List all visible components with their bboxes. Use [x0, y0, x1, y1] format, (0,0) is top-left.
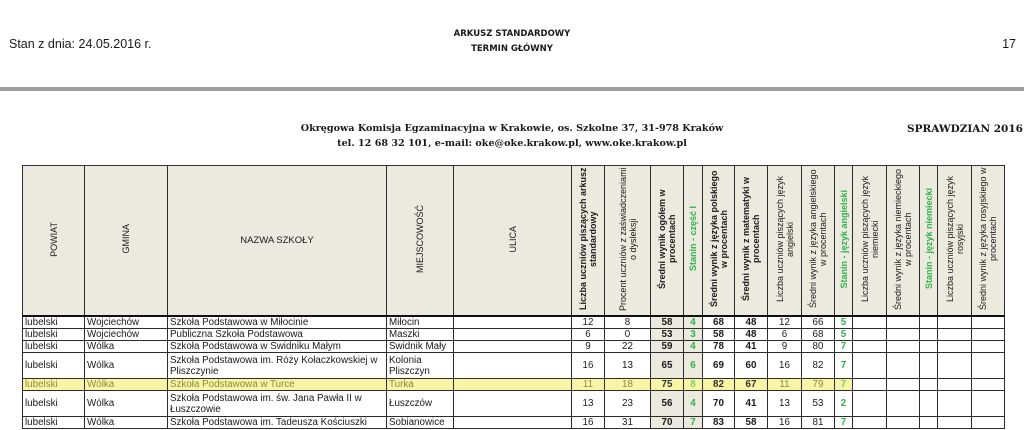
table-row — [23, 341, 1005, 353]
col-header-wynik-rosyjski: Średni wynik z języka rosyjskiego w procentach — [972, 166, 1005, 317]
col-header-wynik-polski: Średni wynik z języka polskiego w procentach — [703, 166, 735, 317]
col-header-wynik-angielski: Średni wynik z języka angielskiego w procentach — [802, 166, 835, 317]
col-header-stanin-czesc-1: Stanin - część I — [684, 166, 703, 317]
cell-liczba-ang: 6 — [768, 329, 802, 341]
cell-polski: 70 — [703, 391, 735, 417]
cell-liczba-ang: 12 — [768, 316, 802, 329]
cell-ogolem: 56 — [651, 391, 684, 417]
cell-wynik-niem — [887, 316, 920, 329]
cell-powiat: lubelski — [23, 329, 85, 341]
cell-liczba-niem — [853, 417, 887, 429]
cell-szkola: Szkoła Podstawowa im. Róży Kołaczkowskiej w Pliszczynie — [168, 353, 387, 379]
cell-szkola: Szkoła Podstawowa w Miłocinie — [168, 316, 387, 329]
cell-dysleksja: 13 — [605, 353, 651, 379]
cell-stanin-niem — [920, 417, 938, 429]
cell-stanin1: 4 — [684, 341, 703, 353]
cell-liczba-ros — [938, 341, 972, 353]
cell-stanin-ang: 5 — [835, 329, 853, 341]
cell-wynik-ang: 68 — [802, 329, 835, 341]
col-header-stanin-niemiecki: Stanin - język niemiecki — [920, 166, 938, 317]
header-divider — [0, 87, 1024, 91]
cell-liczba-niem — [853, 341, 887, 353]
cell-szkola: Szkoła Podstawowa im. Tadeusza Kościuszki — [168, 417, 387, 429]
col-header-liczba-niemiecki: Liczba uczniów piszących język niemiecki — [853, 166, 887, 317]
cell-miejscowosc: Kolonia Pliszczyn — [387, 353, 454, 379]
page-number: 17 — [1002, 37, 1016, 51]
cell-matematyka: 48 — [735, 316, 768, 329]
cell-stanin1: 7 — [684, 417, 703, 429]
cell-polski: 83 — [703, 417, 735, 429]
cell-wynik-ros — [972, 353, 1005, 379]
cell-matematyka: 60 — [735, 353, 768, 379]
cell-miejscowosc: Turka — [387, 379, 454, 391]
cell-ogolem: 75 — [651, 379, 684, 391]
table-row — [23, 329, 1005, 341]
cell-ogolem: 53 — [651, 329, 684, 341]
cell-liczba-niem — [853, 316, 887, 329]
col-header-liczba-uczniow: Liczba uczniów piszących arkusz standardowy — [572, 166, 605, 317]
cell-stanin1: 8 — [684, 379, 703, 391]
cell-gmina: Wólka — [85, 353, 168, 379]
cell-dysleksja: 22 — [605, 341, 651, 353]
cell-wynik-niem — [887, 329, 920, 341]
cell-wynik-ros — [972, 379, 1005, 391]
cell-ogolem: 70 — [651, 417, 684, 429]
cell-ulica — [454, 341, 572, 353]
cell-powiat: lubelski — [23, 341, 85, 353]
col-header-dysleksja: Procent uczniów z zaświadczeniami o dysleksji — [605, 166, 651, 317]
col-header-stanin-angielski: Stanin - język angielski — [835, 166, 853, 317]
cell-stanin-ang: 7 — [835, 417, 853, 429]
cell-liczba-ang: 16 — [768, 353, 802, 379]
cell-stanin-niem — [920, 391, 938, 417]
cell-liczba-ang: 16 — [768, 417, 802, 429]
cell-liczba-ros — [938, 316, 972, 329]
cell-wynik-ros — [972, 316, 1005, 329]
cell-wynik-niem — [887, 417, 920, 429]
col-header-wynik-niemiecki: Średni wynik z języka niemieckiego w procentach — [887, 166, 920, 317]
cell-stanin-niem — [920, 329, 938, 341]
col-header-liczba-angielski: Liczba uczniów piszących język angielski — [768, 166, 802, 317]
cell-liczba: 11 — [572, 379, 605, 391]
cell-liczba-niem — [853, 391, 887, 417]
cell-wynik-ang: 80 — [802, 341, 835, 353]
cell-wynik-niem — [887, 353, 920, 379]
cell-stanin-ang: 7 — [835, 379, 853, 391]
cell-matematyka: 58 — [735, 417, 768, 429]
cell-ogolem: 65 — [651, 353, 684, 379]
institution-address: Okręgowa Komisja Egzaminacyjna w Krakowie, os. Szkolne 37, 31-978 Kraków — [300, 123, 724, 134]
cell-ogolem: 59 — [651, 341, 684, 353]
cell-wynik-ang: 79 — [802, 379, 835, 391]
institution-info — [0, 121, 1024, 151]
cell-stanin-niem — [920, 341, 938, 353]
cell-ulica — [454, 391, 572, 417]
cell-gmina: Wólka — [85, 417, 168, 429]
cell-stanin-ang: 7 — [835, 353, 853, 379]
cell-matematyka: 48 — [735, 329, 768, 341]
cell-ulica — [454, 329, 572, 341]
cell-dysleksja: 18 — [605, 379, 651, 391]
cell-stanin-ang: 2 — [835, 391, 853, 417]
cell-wynik-ros — [972, 329, 1005, 341]
cell-matematyka: 41 — [735, 391, 768, 417]
cell-wynik-niem — [887, 341, 920, 353]
institution-contact: tel. 12 68 32 101, e-mail: oke@oke.krakow.pl, www.oke.krakow.pl — [337, 138, 687, 149]
cell-liczba-ros — [938, 391, 972, 417]
cell-powiat: lubelski — [23, 316, 85, 329]
cell-liczba-ang: 13 — [768, 391, 802, 417]
cell-stanin1: 4 — [684, 391, 703, 417]
cell-wynik-ang: 81 — [802, 417, 835, 429]
cell-powiat: lubelski — [23, 417, 85, 429]
cell-ulica — [454, 417, 572, 429]
cell-stanin1: 6 — [684, 353, 703, 379]
cell-wynik-ang: 82 — [802, 353, 835, 379]
cell-miejscowosc: Maszki — [387, 329, 454, 341]
cell-liczba-ros — [938, 417, 972, 429]
cell-gmina: Wojciechów — [85, 329, 168, 341]
cell-miejscowosc: Miłocin — [387, 316, 454, 329]
cell-wynik-ang: 53 — [802, 391, 835, 417]
date-label: Stan z dnia: 24.05.2016 r. — [9, 37, 152, 51]
table-body — [23, 316, 1005, 429]
results-table — [22, 165, 1005, 429]
cell-matematyka: 67 — [735, 379, 768, 391]
sheet-title-line1: ARKUSZ STANDARDOWY — [453, 29, 571, 39]
sheet-title — [0, 27, 1024, 57]
cell-gmina: Wólka — [85, 379, 168, 391]
cell-dysleksja: 31 — [605, 417, 651, 429]
cell-stanin-niem — [920, 353, 938, 379]
cell-liczba: 16 — [572, 417, 605, 429]
cell-stanin1: 4 — [684, 316, 703, 329]
table-row — [23, 391, 1005, 417]
cell-liczba-niem — [853, 329, 887, 341]
table-header-row — [23, 166, 1005, 317]
cell-liczba: 9 — [572, 341, 605, 353]
cell-ogolem: 58 — [651, 316, 684, 329]
cell-stanin1: 3 — [684, 329, 703, 341]
cell-matematyka: 41 — [735, 341, 768, 353]
col-header-liczba-rosyjski: Liczba uczniów piszących język rosyjski — [938, 166, 972, 317]
cell-dysleksja: 8 — [605, 316, 651, 329]
cell-liczba-ang: 11 — [768, 379, 802, 391]
cell-wynik-niem — [887, 379, 920, 391]
sheet-title-line2: TERMIN GŁÓWNY — [471, 44, 553, 54]
table-row — [23, 316, 1005, 329]
col-header-gmina: GMINA — [85, 166, 168, 317]
cell-liczba-niem — [853, 353, 887, 379]
cell-liczba-niem — [853, 379, 887, 391]
cell-szkola: Szkoła Podstawowa im. św. Jana Pawła II w Łuszczowie — [168, 391, 387, 417]
cell-liczba: 13 — [572, 391, 605, 417]
cell-liczba-ros — [938, 329, 972, 341]
table-row — [23, 417, 1005, 429]
table-row — [23, 353, 1005, 379]
cell-wynik-ros — [972, 341, 1005, 353]
cell-dysleksja: 23 — [605, 391, 651, 417]
cell-polski: 82 — [703, 379, 735, 391]
cell-stanin-ang: 7 — [835, 341, 853, 353]
cell-polski: 68 — [703, 316, 735, 329]
cell-polski: 69 — [703, 353, 735, 379]
cell-szkola: Szkoła Podstawowa w Świdniku Małym — [168, 341, 387, 353]
cell-szkola: Szkoła Podstawowa w Turce — [168, 379, 387, 391]
cell-polski: 78 — [703, 341, 735, 353]
cell-liczba: 16 — [572, 353, 605, 379]
col-header-ulica: ULICA — [454, 166, 572, 317]
col-header-wynik-matematyka: Średni wynik z matematyki w procentach — [735, 166, 768, 317]
cell-miejscowosc: Łuszczów — [387, 391, 454, 417]
col-header-nazwa-szkoly: NAZWA SZKOŁY — [168, 166, 387, 317]
cell-liczba: 6 — [572, 329, 605, 341]
exam-title: SPRAWDZIAN 2016 — [907, 123, 1023, 135]
cell-gmina: Wólka — [85, 391, 168, 417]
cell-liczba-ros — [938, 379, 972, 391]
cell-ulica — [454, 379, 572, 391]
cell-gmina: Wólka — [85, 341, 168, 353]
cell-powiat: lubelski — [23, 391, 85, 417]
cell-szkola: Publiczna Szkoła Podstawowa — [168, 329, 387, 341]
cell-stanin-ang: 5 — [835, 316, 853, 329]
cell-dysleksja: 0 — [605, 329, 651, 341]
cell-liczba-ros — [938, 353, 972, 379]
cell-wynik-ang: 66 — [802, 316, 835, 329]
col-header-powiat: POWIAT — [23, 166, 85, 317]
cell-polski: 58 — [703, 329, 735, 341]
cell-miejscowosc: Sobianowice — [387, 417, 454, 429]
cell-wynik-ros — [972, 417, 1005, 429]
cell-miejscowosc: Świdnik Mały — [387, 341, 454, 353]
col-header-miejscowosc: MIEJSCOWOŚĆ — [387, 166, 454, 317]
cell-wynik-ros — [972, 391, 1005, 417]
page-header — [0, 0, 1024, 90]
cell-stanin-niem — [920, 316, 938, 329]
cell-wynik-niem — [887, 391, 920, 417]
cell-ulica — [454, 316, 572, 329]
cell-liczba-ang: 9 — [768, 341, 802, 353]
table-row — [23, 379, 1005, 391]
cell-powiat: lubelski — [23, 353, 85, 379]
col-header-wynik-ogolem: Średni wynik ogółem w procentach — [651, 166, 684, 317]
cell-gmina: Wojciechów — [85, 316, 168, 329]
cell-ulica — [454, 353, 572, 379]
cell-powiat: lubelski — [23, 379, 85, 391]
cell-liczba: 12 — [572, 316, 605, 329]
cell-stanin-niem — [920, 379, 938, 391]
